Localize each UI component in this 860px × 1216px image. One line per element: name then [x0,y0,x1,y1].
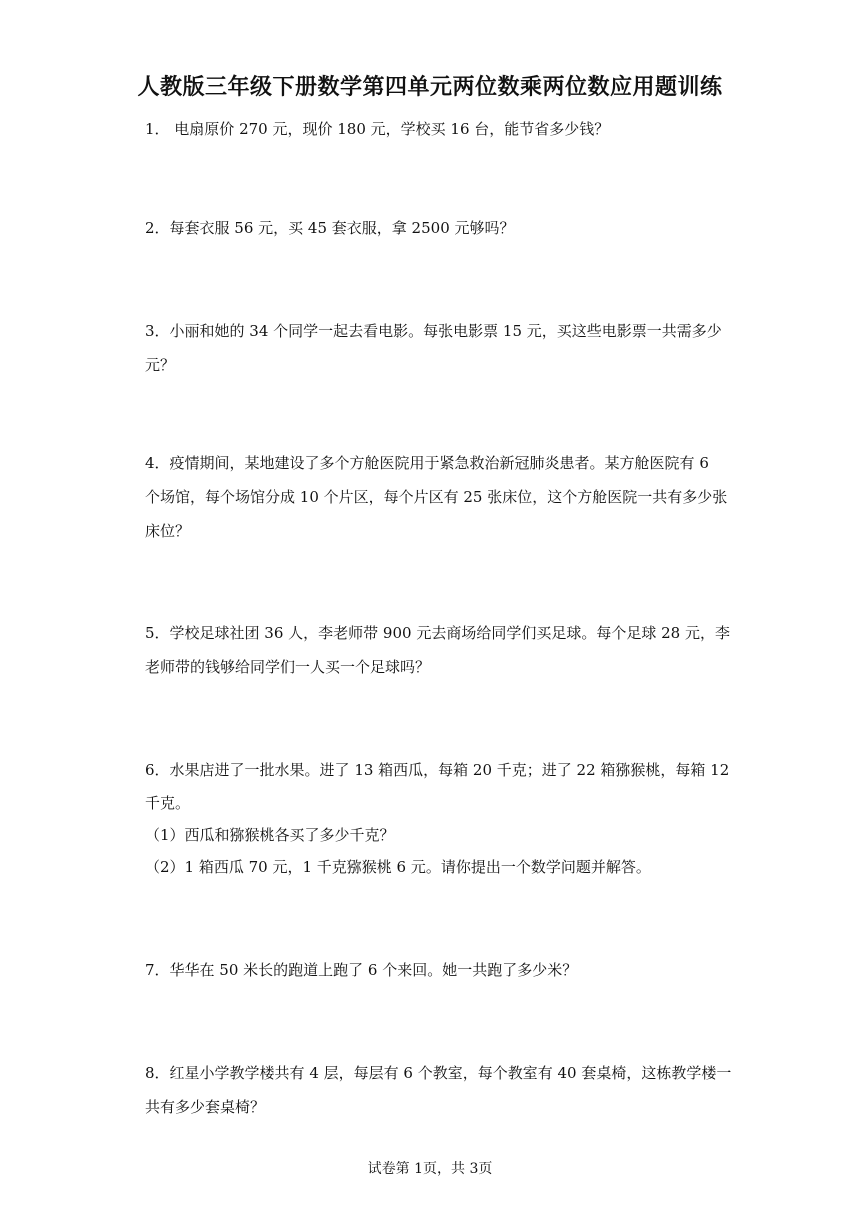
question-line: 床位？ [145,522,191,540]
question-line: 3．小丽和她的 34 个同学一起去看电影。每张电影票 15 元，买这些电影票一共需多少 [145,322,722,340]
question-5 [145,616,730,684]
question-line: 老师带的钱够给同学们一人买一个足球吗？ [145,658,431,676]
question-1 [145,112,720,146]
question-4 [145,446,728,548]
question-line: 8．红星小学教学楼共有 4 层，每层有 6 个教室，每个教室有 40 套桌椅，这栋教学楼一 [145,1064,732,1082]
question-6 [145,753,730,883]
page-title: 人教版三年级下册数学第四单元两位数乘两位数应用题训练 [137,75,723,100]
question-line: 千克。 [145,794,191,812]
question-line: 1． 电扇原价 270 元，现价 180 元，学校买 16 台，能节省多少钱？ [145,120,610,138]
question-line: 元？ [145,356,176,374]
question-line: 6．水果店进了一批水果。进了 13 箱西瓜，每箱 20 千克；进了 22 箱猕猴桃，每箱 12 [145,761,730,779]
sub-question-2: （2）1 箱西瓜 70 元，1 千克猕猴桃 6 元。请你提出一个数学问题并解答。 [145,858,651,876]
question-line: 个场馆，每个场馆分成 10 个片区，每个片区有 25 张床位，这个方舱医院一共有多少张 [145,488,728,506]
page-footer: 试卷第 1页，共 3页 [367,1161,493,1177]
question-line: 4．疫情期间，某地建设了多个方舱医院用于紧急救治新冠肺炎患者。某方舱医院有 6 [145,454,709,472]
question-line: 共有多少套桌椅？ [145,1098,266,1116]
question-8 [145,1056,732,1124]
question-line: 7．华华在 50 米长的跑道上跑了 6 个来回。她一共跑了多少米？ [145,961,578,979]
question-line: 2．每套衣服 56 元，买 45 套衣服，拿 2500 元够吗？ [145,219,515,237]
question-2 [145,211,720,245]
sub-question-1: （1）西瓜和猕猴桃各买了多少千克？ [145,826,395,844]
question-3 [145,314,720,382]
question-7 [145,953,720,987]
question-line: 5．学校足球社团 36 人，李老师带 900 元去商场给同学们买足球。每个足球 28 元，李 [145,624,730,642]
